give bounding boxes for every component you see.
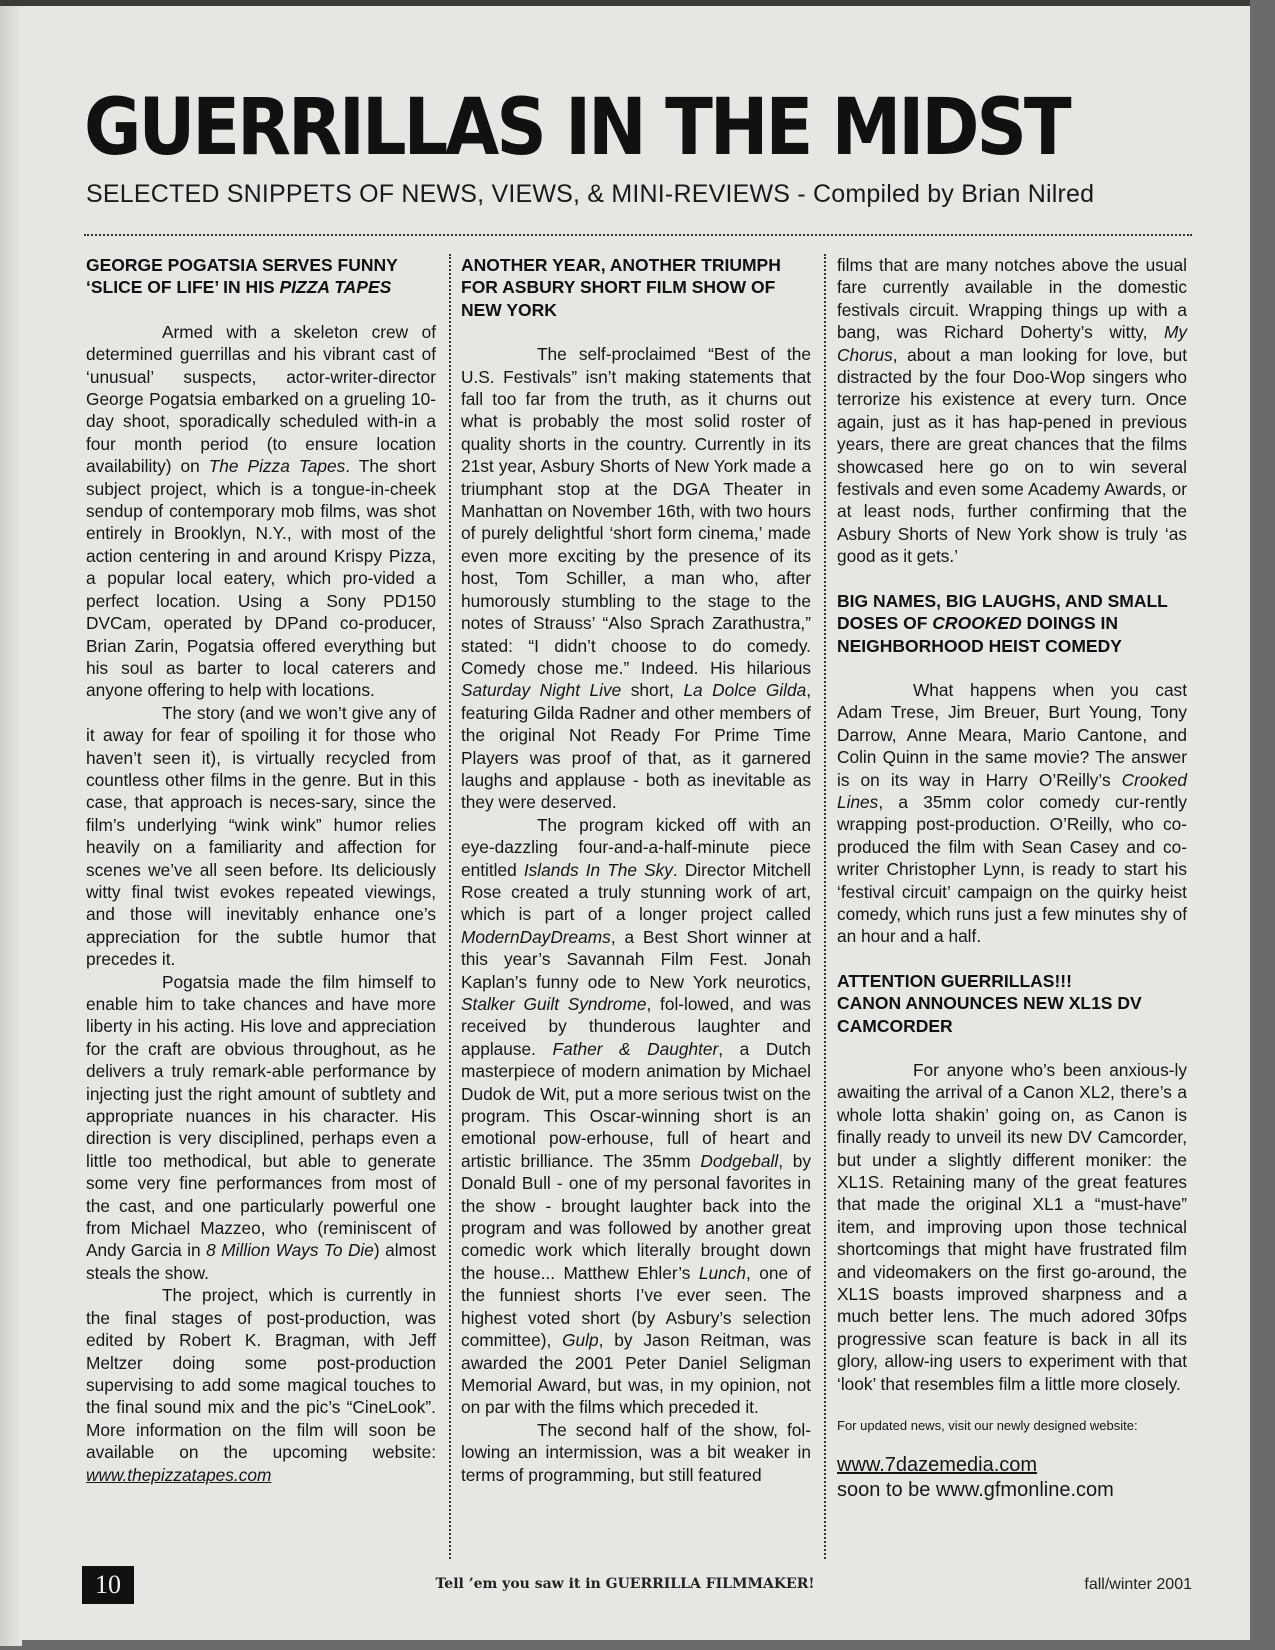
article-paragraph: The second half of the show, fol-lowing an intermission, was a bit weaker in terms of programming, but still featured	[461, 1419, 811, 1485]
paragraph-text: short,	[621, 680, 684, 701]
column-2	[461, 254, 811, 1554]
website-block	[837, 1453, 1187, 1503]
film-title: ModernDayDreams	[461, 926, 611, 947]
page-subtitle: SELECTED SNIPPETS OF NEWS, VIEWS, & MINI-REVIEWS - Compiled by Brian Nilred	[86, 180, 1095, 208]
show-title: Saturday Night Live	[461, 680, 622, 701]
paragraph-text: ) almost steals the show.	[86, 1240, 436, 1283]
paragraph-text: , by Jason Reitman, was awarded the 2001 Peter Daniel Seligman Memorial Award, but was, in my opinion, not on par with the films which preceded it.	[461, 1330, 811, 1418]
film-title: La Dolce Gilda	[683, 680, 807, 701]
paragraph-text: What happens when you cast Adam Trese, Jim Breuer, Burt Young, Tony Darrow, Anne Meara, Mario Cantone, and Colin Quinn in the same movie? The answer is on its way in Harry O’Reilly’s	[837, 679, 1187, 790]
film-title: 8 Million Ways To Die	[206, 1240, 374, 1261]
article-paragraph	[461, 343, 811, 814]
paragraph-text: Pogatsia made the film himself to enable him to take chances and have more liberty in his acting. His love and appreciation for the craft are obvious throughout, as he delivers a truly remark-able performance by injecting just the right amount of subtlety and appropriate nuances in his character. His direction is very disciplined, perhaps even a little too methodical, but able to generate some very fine performances from most of the cast, and one particularly powerful one from Michael Mazzeo, who (reminiscent of Andy Garcia in	[86, 971, 436, 1261]
7dazemedia-link[interactable]: www.7dazemedia.com	[837, 1454, 1038, 1477]
article-paragraph	[86, 971, 436, 1285]
article-paragraph	[837, 679, 1187, 948]
pizza-tapes-website-link[interactable]: www.thepizzatapes.com	[86, 1464, 272, 1485]
column-divider	[449, 254, 451, 1559]
article-paragraph: The story (and we won’t give any of it away for fear of spoiling it for those who haven’t seen it), is virtually recycled from countless other films in the genre. But in this case, that approach is neces-sary, since the film’s underlying “wink wink” humor relies heavily on a familiarity and affection for scenes we’ve all seen before. Its deliciously witty final twist evokes repeated viewings, and those will inevitably enhance one’s appreciation for the subtle humor that precedes it.	[86, 702, 436, 970]
paragraph-text: , by Donald Bull - one of my personal favorites in the show - brought laughter back into the program and was followed by another great comedic work which literally brought down the house... Matthew Ehler’s	[461, 1150, 811, 1283]
headline-text: DOINGS IN NEIGHBORHOOD HEIST COMEDY	[837, 613, 1122, 656]
top-dotted-rule	[84, 234, 1192, 236]
article-paragraph-continued	[837, 254, 1187, 568]
headline-asbury-shorts: ANOTHER YEAR, ANOTHER TRIUMPH FOR ASBURY SHORT FILM SHOW OF NEW YORK	[461, 255, 781, 320]
headline-text: GEORGE POGATSIA SERVES FUNNY ‘SLICE OF LIFE’ IN HIS	[86, 255, 398, 298]
paragraph-text: , one of the funniest shorts I’ve ever seen. The highest voted short (by Asbury’s selection committee),	[461, 1262, 811, 1351]
film-title: Islands In The Sky	[523, 859, 673, 880]
film-title: The Pizza Tapes	[208, 456, 346, 477]
film-title: Crooked Lines	[837, 769, 1187, 812]
headline-title-italic: CROOKED	[932, 613, 1022, 634]
film-title: Dodgeball	[700, 1150, 779, 1171]
article-paragraph	[86, 1284, 436, 1486]
paragraph-text: The program kicked off with an eye-dazzling four-and-a-half-minute piece entitled	[461, 814, 811, 880]
paragraph-text: , a 35mm color comedy cur-rently wrapping post-production. O’Reilly, who co-produced the film with Sean Casey and co-writer Christopher Lynn, is ready to start his ‘festival circuit’ campaign on the quirky heist comedy, which runs just a few minutes shy of an hour and a half.	[837, 791, 1187, 947]
headline-canon-xl1s	[837, 970, 1187, 1037]
gfmonline-text: soon to be www.gfmonline.com	[837, 1479, 1114, 1502]
paragraph-text: , about a man looking for love, but distracted by the four Doo-Wop singers who terrorize his existence at every turn. Once again, just as it has hap-pened in previous years, there are great chances that the films showcased here go on to win several festivals and even some Academy Awards, or at least nods, further confirming that the Asbury Shorts of New York show is truly ‘as good as it gets.’	[837, 344, 1187, 567]
column-3	[837, 254, 1187, 1554]
film-title: Father & Daughter	[552, 1038, 719, 1059]
paragraph-text: . The short subject project, which is a tongue-in-cheek sendup of contemporary mob films, was shot entirely in Brooklyn, N.Y., with most of the action centering in and around Krispy Pizza, a popular local eatery, which pro-vided a perfect location. Using a Sony PD150 DVCam, operated by DPand co-producer, Brian Zarin, Pogatsia offered everything but his soul as barter to local caterers and anyone offering to help with locations.	[86, 456, 436, 701]
paragraph-text: The project, which is currently in the final stages of post-production, was edited by Robert K. Bragman, with Jeff Meltzer doing some post-production supervising to add some magical touches to the final sound mix and the pic’s “CineLook”. More information on the film will soon be available on the upcoming website:	[86, 1285, 436, 1463]
paragraph-text: The self-proclaimed “Best of the U.S. Festivals” isn’t making statements that fall too far from the truth, as it churns out what is probably the most solid roster of quality shorts in the country. Currently in its 21st year, Asbury Shorts of New York made a triumphant stop at the DGA Theater in Manhattan on November 16th, with two hours of purely delightful ‘short form cinema,’ made even more exciting by the presence of its host, Tom Schiller, a man who, after humorously stumbling to the stage to the notes of Strauss’ “Also Sprach Zarathustra,” stated: “I didn’t choose to do comedy. Comedy chose me.” Indeed. His hilarious	[461, 344, 811, 678]
headline-crooked-lines	[837, 590, 1187, 657]
paragraph-text: . Director Mitchell Rose created a truly stunning work of art, which is part of a longer project called	[461, 859, 812, 925]
paragraph-text: Armed with a skeleton crew of determined guerrillas and his vibrant cast of ‘unusual’ suspects, actor-writer-director George Pogatsia embarked on a grueling 10-day shoot, sporadically scheduled with-in a four month period (to ensure location availability) on	[86, 321, 436, 477]
paragraph-text: films that are many notches above the usual fare currently available in the domestic festivals circuit. Wrapping things up with a bang, was Richard Doherty’s witty,	[837, 255, 1187, 343]
film-title: My Chorus	[837, 322, 1187, 365]
headline-pizza-tapes	[86, 254, 436, 299]
page-spine-shadow	[0, 6, 22, 1646]
film-title: Lunch	[698, 1262, 746, 1283]
paragraph-text: , a Dutch masterpiece of modern animation by Michael Dudok de Wit, put a more serious twist on the program. This Oscar-winning short is an emotional pow-erhouse, full of heart and artistic brilliance. The 35mm	[461, 1038, 811, 1171]
page-title: GUERRILLAS IN THE MIDST	[84, 81, 1069, 174]
page-number: 10	[82, 1566, 134, 1604]
column-divider	[824, 254, 826, 1559]
headline-text: BIG NAMES, BIG LAUGHS, AND SMALL DOSES OF	[837, 590, 1168, 634]
footer-tagline: Tell ’em you saw it in GUERRILLA FILMMAKER!	[435, 1576, 815, 1592]
website-note: For updated news, visit our newly designed website:	[837, 1418, 1138, 1434]
paragraph-text: , featuring Gilda Radner and other members of the original Not Ready For Prime Time Players was proof of that, as it garnered laughs and applause - both as inevitable as they were deserved.	[461, 680, 811, 813]
paragraph-text: , fol-lowed, and was received by thunderous laughter and applause.	[461, 994, 811, 1059]
paragraph-text: , a Best Short winner at this year’s Savannah Film Fest. Jonah Kaplan’s funny ode to New York neurotics,	[461, 926, 811, 992]
film-title: Stalker Guilt Syndrome	[461, 994, 647, 1014]
headline-line: ATTENTION GUERRILLAS!!!	[837, 970, 1072, 991]
headline-title-italic: PIZZA TAPES	[279, 277, 392, 298]
article-paragraph: For anyone who’s been anxious-ly awaiting the arrival of a Canon XL2, there’s a whole lotta shakin’ going on, as Canon is finally ready to unveil its new DV Camcorder, but under a slightly different moniker: the XL1S. Retaining many of the great features that made the original XL1 a “must-have” item, and improving upon those technical shortcomings that might have frustrated film and videomakers on the first go-around, the XL1S boasts improved sharpness and a much better lens. The much adored 30fps progressive scan feature is back in all its glory, allow-ing users to experiment with that ‘look’ that resembles film a little more closely.	[837, 1060, 1187, 1394]
column-1	[86, 254, 436, 1554]
article-paragraph	[86, 321, 436, 702]
article-paragraph	[461, 814, 811, 1419]
headline-line: CANON ANNOUNCES NEW XL1S DV CAMCORDER	[837, 993, 1142, 1036]
film-title: Gulp	[562, 1330, 599, 1351]
footer-issue-date: fall/winter 2001	[1084, 1576, 1192, 1593]
